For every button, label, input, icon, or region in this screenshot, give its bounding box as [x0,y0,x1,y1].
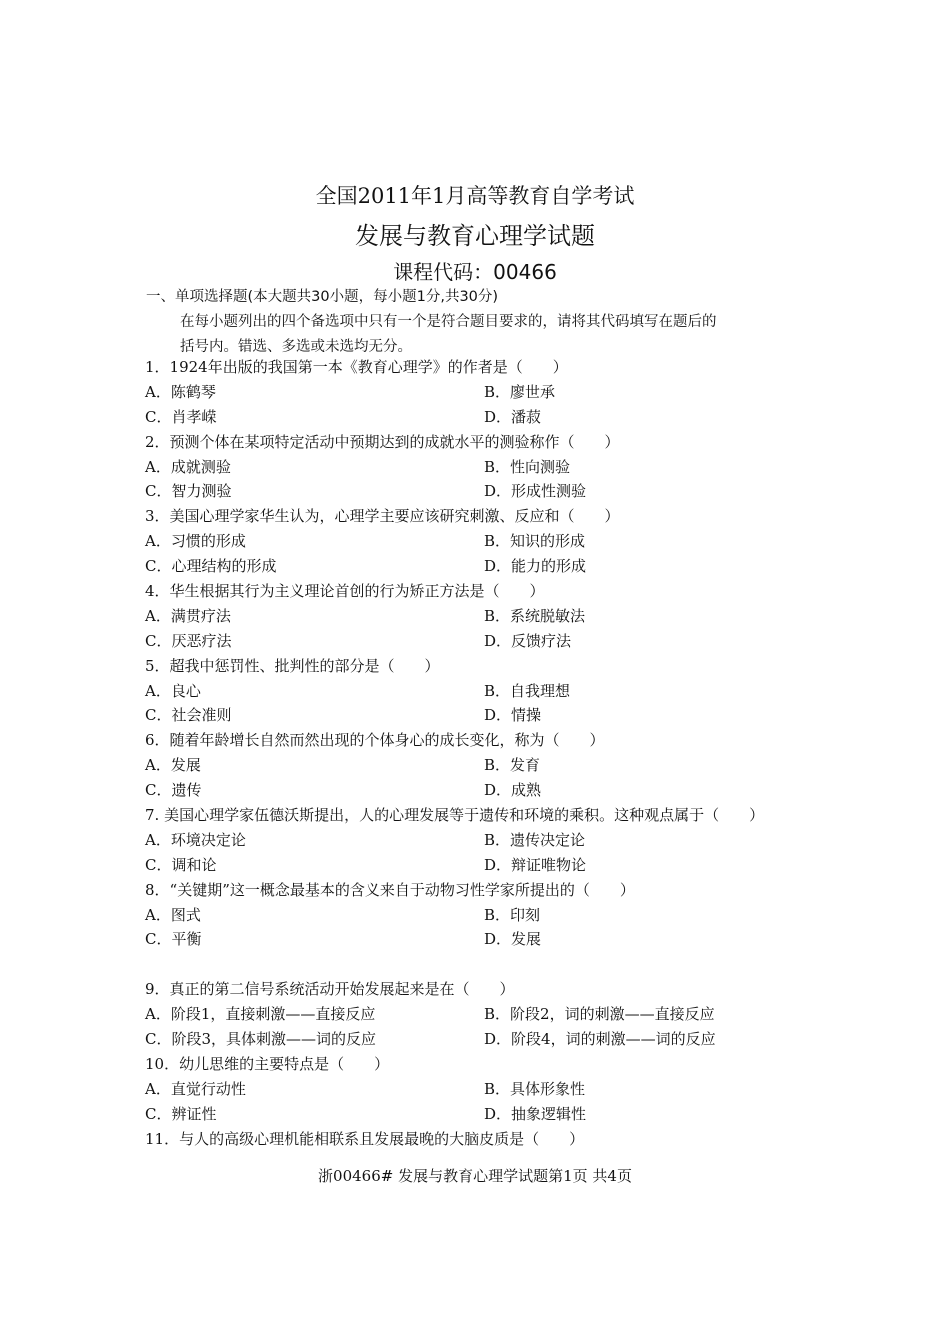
option-d: D．辩证唯物论 [484,855,587,874]
option-c: C．调和论 [145,855,217,874]
option-row [145,479,825,504]
option-d: D．情操 [484,706,542,725]
option-row [145,828,825,853]
option-a: A．陈鹤琴 [145,382,216,401]
option-d: D．形成性测验 [484,482,587,501]
option-row [145,753,825,778]
option-b: B．性向测验 [484,457,571,476]
option-c: C．智力测验 [145,482,232,501]
option-row [145,554,825,579]
question-stem: 11．与人的高级心理机能相联系且发展最晚的大脑皮质是（ ） [145,1129,585,1148]
option-b: B．阶段2，词的刺激——直接反应 [484,1005,715,1024]
option-b: B．发育 [484,756,541,775]
option-a: A．良心 [145,681,201,700]
option-c: C．社会准则 [145,706,232,725]
option-d: D．抽象逻辑性 [484,1104,587,1123]
option-d: D．能力的形成 [484,557,587,576]
option-row [145,529,825,554]
question-stem: 1．1924年出版的我国第一本《教育心理学》的作者是（ ） [145,358,568,376]
option-c: C．平衡 [145,930,202,949]
option-d: D．反馈疗法 [484,631,572,650]
option-c: C．辨证性 [145,1104,217,1123]
option-row [145,903,825,928]
course-code: 课程代码：00466 [393,260,557,284]
option-b: B．自我理想 [484,681,571,700]
option-b: B．知识的形成 [484,532,586,551]
section-heading: 一、单项选择题(本大题共30小题，每小题1分,共30分) [146,289,499,305]
option-row [145,604,825,629]
blank-line [145,952,825,977]
question-stem: 9．真正的第二信号系统活动开始发展起来是在（ ） [145,980,515,999]
question-stem: 4．华生根据其行为主义理论首创的行为矫正方法是（ ） [145,582,545,601]
option-row [145,405,825,430]
option-row [145,455,825,480]
question-stem: 8．“关键期”这一概念最基本的含义来自于动物习性学家所提出的（ ） [145,880,635,899]
instruction-line-1: 在每小题列出的四个备选项中只有一个是符合题目要求的，请将其代码填写在题后的 [180,314,717,330]
question-stem: 10．幼儿思维的主要特点是（ ） [145,1054,390,1073]
option-b: B．廖世承 [484,382,556,401]
exam-title: 全国2011年1月高等教育自学考试 [315,184,635,208]
option-d: D．阶段4，词的刺激——词的反应 [484,1030,716,1049]
question-stem: 2．预测个体在某项特定活动中预期达到的成就水平的测验称作（ ） [145,432,620,451]
subject-title: 发展与教育心理学试题 [355,222,595,250]
option-row [145,703,825,728]
question-stem: 3．美国心理学家华生认为，心理学主要应该研究刺激、反应和（ ） [145,507,620,526]
option-a: A．成就测验 [145,457,231,476]
question-list [145,355,825,1152]
option-a: A．满贯疗法 [145,606,231,625]
instruction-line-2: 括号内。错选、多选或未选均无分。 [180,339,412,355]
option-row [145,853,825,878]
option-c: C．肖孝嵘 [145,407,217,426]
option-row [145,679,825,704]
option-row [145,380,825,405]
option-c: C．阶段3，具体刺激——词的反应 [145,1030,377,1049]
question-stem: 7. 美国心理学家伍德沃斯提出，人的心理发展等于遗传和环境的乘积。这种观点属于（ ） [145,806,765,825]
option-row [145,1027,825,1052]
page-footer: 浙00466# 发展与教育心理学试题第1页 共4页 [318,1167,632,1185]
option-c: C．心理结构的形成 [145,557,277,576]
option-row [145,629,825,654]
option-c: C．遗传 [145,781,202,800]
option-a: A．图式 [145,905,201,924]
option-c: C．厌恶疗法 [145,631,232,650]
option-b: B．遗传决定论 [484,830,586,849]
option-row [145,1077,825,1102]
option-a: A．直觉行动性 [145,1079,246,1098]
option-b: B．具体形象性 [484,1079,586,1098]
option-a: A．习惯的形成 [145,532,246,551]
option-a: A．环境决定论 [145,830,246,849]
option-row [145,778,825,803]
option-b: B．系统脱敏法 [484,606,586,625]
option-a: A．发展 [145,756,201,775]
option-d: D．成熟 [484,781,542,800]
option-d: D．潘菽 [484,407,542,426]
option-a: A．阶段1，直接刺激——直接反应 [145,1005,376,1024]
option-d: D．发展 [484,930,542,949]
option-row [145,1102,825,1127]
question-stem: 6．随着年龄增长自然而然出现的个体身心的成长变化，称为（ ） [145,731,605,750]
option-b: B．印刻 [484,905,541,924]
option-row [145,1002,825,1027]
option-row [145,927,825,952]
question-stem: 5．超我中惩罚性、批判性的部分是（ ） [145,656,440,675]
